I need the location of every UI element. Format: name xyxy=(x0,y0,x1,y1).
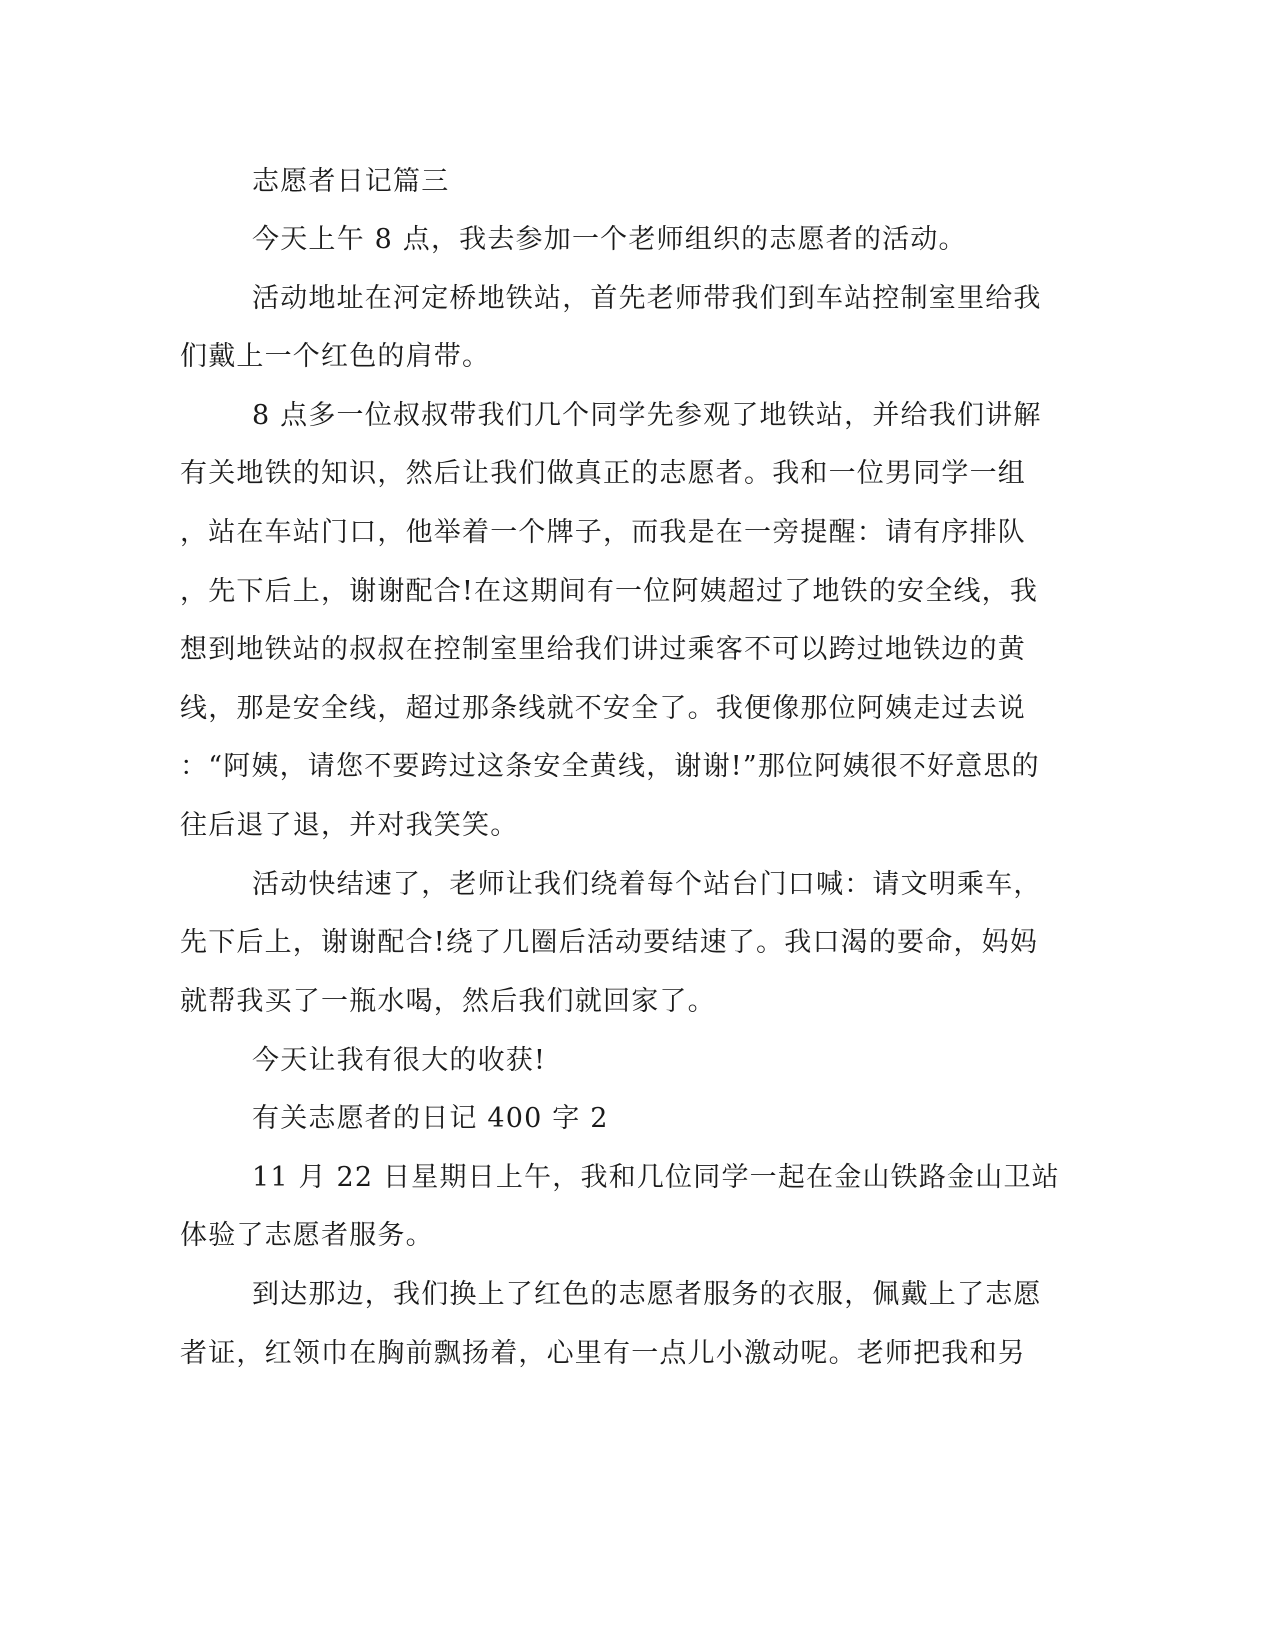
doc-line-19: 体验了志愿者服务。 xyxy=(180,1220,434,1251)
doc-line-20: 到达那边，我们换上了红色的志愿者服务的衣服，佩戴上了志愿 xyxy=(252,1279,1042,1310)
doc-line-13: 活动快结速了，老师让我们绕着每个站台门口喊：请文明乘车， xyxy=(252,869,1042,900)
doc-line-1: 志愿者日记篇三 xyxy=(252,166,450,197)
doc-line-18: 11 月 22 日星期日上午，我和几位同学一起在金山铁路金山卫站 xyxy=(252,1162,1060,1193)
doc-line-21: 者证，红领巾在胸前飘扬着，心里有一点儿小激动呢。老师把我和另 xyxy=(180,1338,1026,1369)
doc-line-10: 线，那是安全线，超过那条线就不安全了。我便像那位阿姨走过去说 xyxy=(180,693,1026,724)
doc-line-12: 往后退了退，并对我笑笑。 xyxy=(180,810,519,841)
doc-line-6: 有关地铁的知识，然后让我们做真正的志愿者。我和一位男同学一组 xyxy=(180,458,1026,489)
doc-line-8: ，先下后上，谢谢配合!在这期间有一位阿姨超过了地铁的安全线，我 xyxy=(180,576,1039,607)
doc-line-5: 8 点多一位叔叔带我们几个同学先参观了地铁站，并给我们讲解 xyxy=(252,400,1042,431)
doc-line-11: ：“阿姨，请您不要跨过这条安全黄线，谢谢!”那位阿姨很不好意思的 xyxy=(180,751,1040,782)
doc-line-16: 今天让我有很大的收获! xyxy=(252,1045,547,1076)
doc-line-9: 想到地铁站的叔叔在控制室里给我们讲过乘客不可以跨过地铁边的黄 xyxy=(180,634,1026,665)
doc-line-17: 有关志愿者的日记 400 字 2 xyxy=(252,1103,609,1134)
doc-line-15: 就帮我买了一瓶水喝，然后我们就回家了。 xyxy=(180,986,716,1017)
doc-line-7: ，站在车站门口，他举着一个牌子，而我是在一旁提醒：请有序排队 xyxy=(180,517,1026,548)
doc-line-3: 活动地址在河定桥地铁站，首先老师带我们到车站控制室里给我 xyxy=(252,283,1042,314)
doc-line-4: 们戴上一个红色的肩带。 xyxy=(180,341,491,372)
doc-line-14: 先下后上，谢谢配合!绕了几圈后活动要结速了。我口渴的要命，妈妈 xyxy=(180,927,1039,958)
doc-line-2: 今天上午 8 点，我去参加一个老师组织的志愿者的活动。 xyxy=(252,224,967,255)
